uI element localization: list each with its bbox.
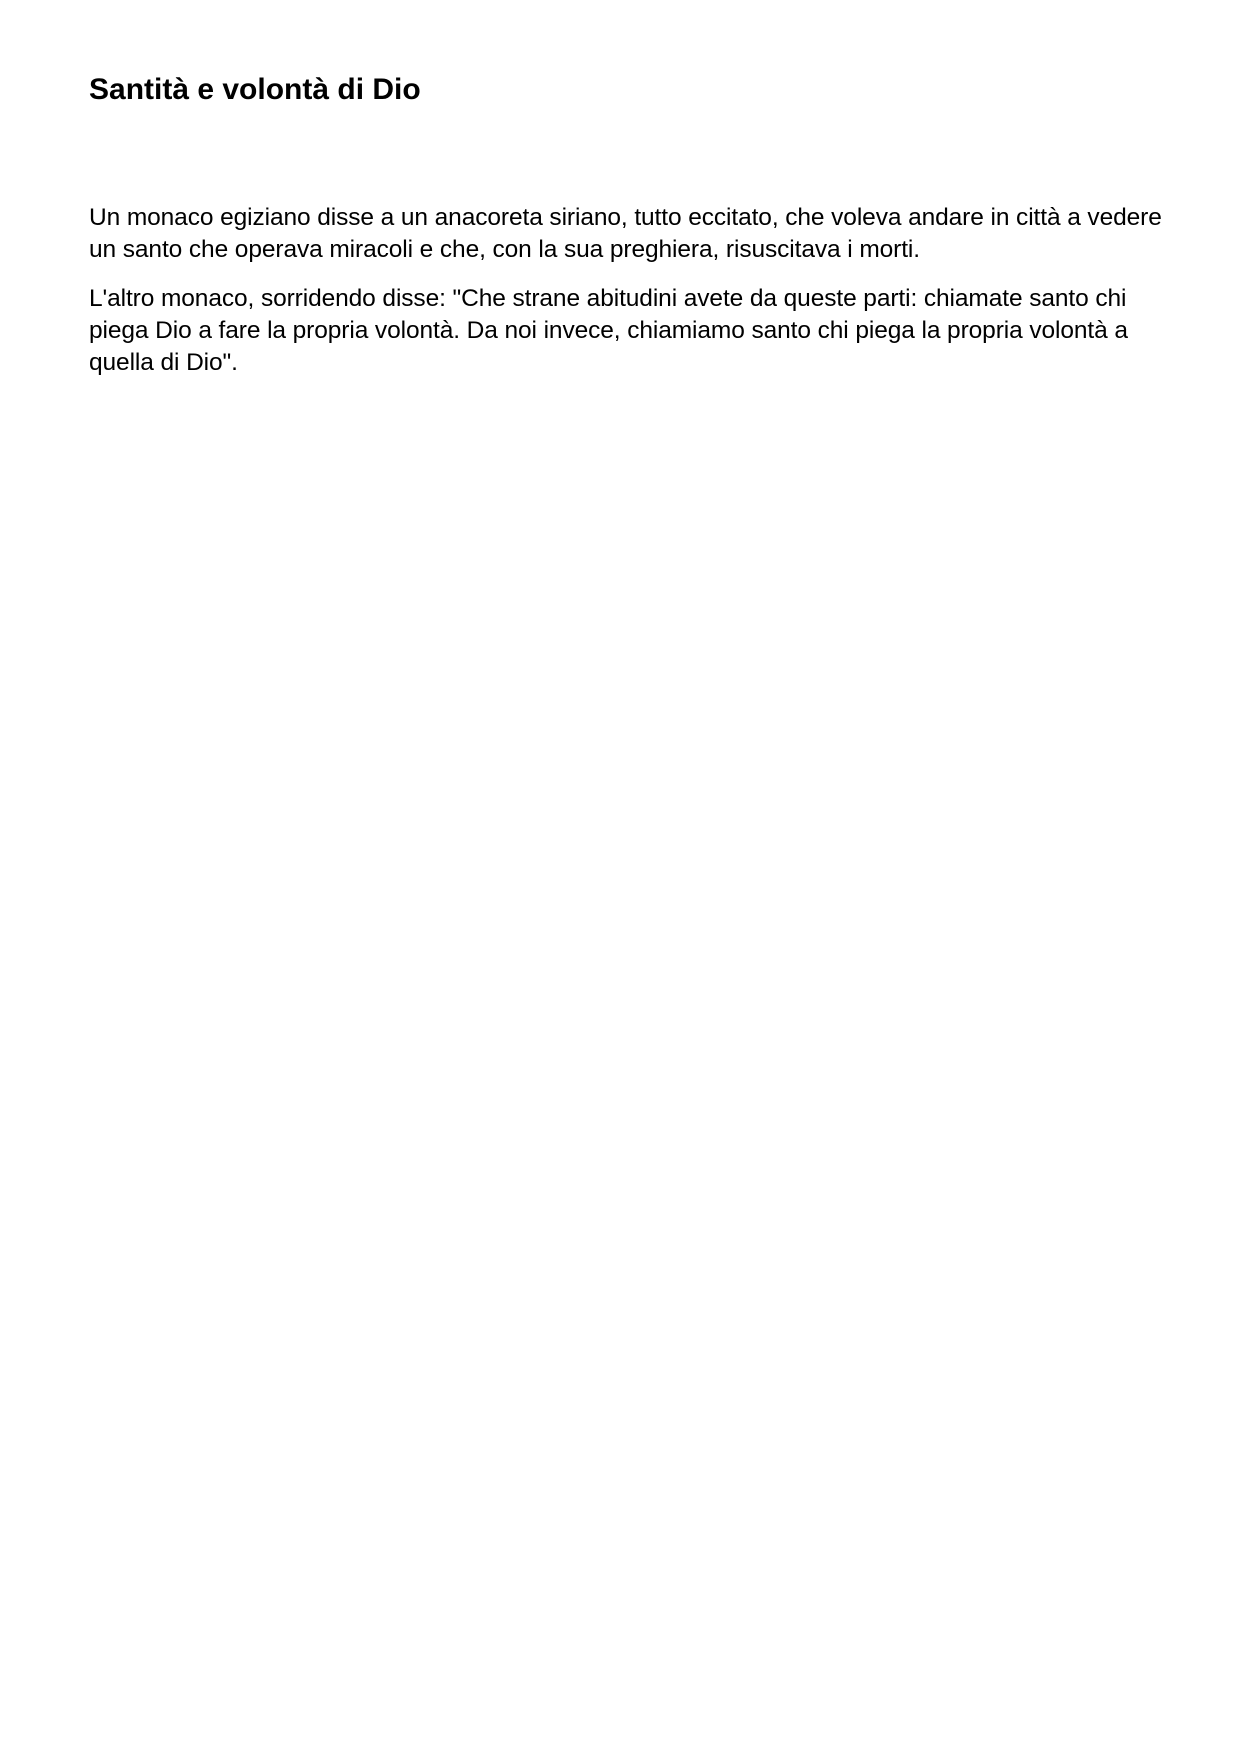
document-body	[89, 202, 1169, 396]
document-title: Santità e volontà di Dio	[89, 73, 421, 106]
paragraph-monk-request: Un monaco egiziano disse a un anacoreta siriano, tutto eccitato, che voleva andare in città a vedere un santo che operava miracoli e che, con la sua preghiera, risuscitava i morti.	[89, 204, 1162, 263]
paragraph-monk-reply: L'altro monaco, sorridendo disse: "Che strane abitudini avete da queste parti: chiamate santo chi piega Dio a fare la propria volontà. Da noi invece, chiamiamo santo chi piega la propria volontà a quella di Dio".	[89, 285, 1128, 376]
